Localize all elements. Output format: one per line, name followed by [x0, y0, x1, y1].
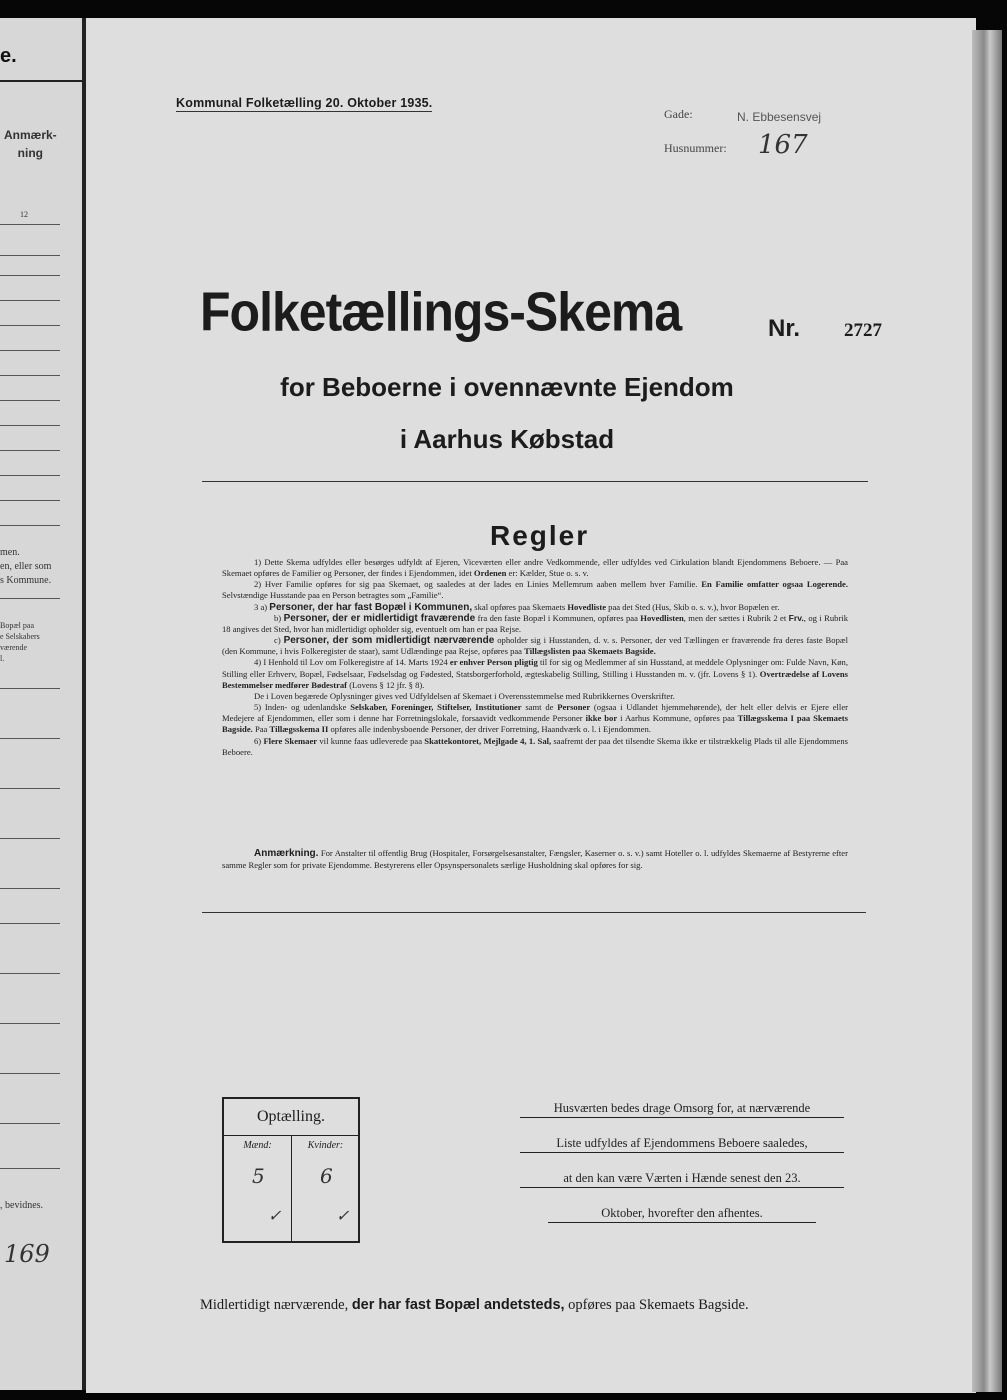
count-box-title: Optælling.	[224, 1099, 358, 1136]
left-snippet-4: Bopæl paa	[0, 621, 34, 630]
left-snippet-1: men.	[0, 547, 20, 558]
page-edge	[972, 30, 1002, 1392]
notice-line-4: Oktober, hvorefter den afhentes.	[548, 1206, 816, 1223]
census-header: Kommunal Folketælling 20. Oktober 1935.	[176, 96, 433, 110]
women-column	[291, 1136, 359, 1241]
count-box	[222, 1097, 360, 1243]
left-snippet-6: værende	[0, 643, 28, 652]
men-value: 5	[252, 1164, 265, 1188]
house-number-label: Husnummer:	[664, 141, 727, 155]
divider-top	[202, 481, 868, 482]
form-title: Folketællings-Skema	[200, 281, 682, 343]
footer-note: Midlertidigt nærværende, der har fast Bopæl andetsteds, opføres paa Skemaets Bagside.	[200, 1297, 749, 1313]
left-column-title: Anmærk- ning	[4, 128, 57, 160]
women-value: 6	[320, 1164, 333, 1188]
form-subtitle-2: i Aarhus Købstad	[399, 424, 615, 454]
notice-line-2: Liste udfyldes af Ejendommens Beboere saaledes,	[520, 1136, 844, 1153]
street-value: N. Ebbesensvej	[737, 110, 822, 124]
rule-1: 1) Dette Skema udfyldes eller besørges udfyldt af Ejeren, Viceværten eller andre Vedkommende, eller udfyldes ved Cirkulation blandt Ejendommens Beboere. — Paa Skemaet opføres de Familier og Personer, der findes i Ejendommen, idet Ordenen er: Kælder, Stue o. s. v.	[222, 557, 848, 579]
left-snippet-8: , bevidnes.	[0, 1200, 44, 1211]
divider-bottom	[202, 912, 866, 913]
rule-4-note: De i Loven begærede Oplysninger gives ved Udfyldelsen af Skemaet i Overensstemmelse med Rubrikkernes Overskrifter.	[254, 690, 675, 701]
men-label: Mænd:	[243, 1140, 272, 1151]
rule-4: 4) I Henhold til Lov om Folkeregistre af 14. Marts 1924 er enhver Person pligtig til for sig og Medlemmer af sin Husstand, at meddele Oplysninger om: Fulde Navn, Køn, Stilling eller Erhverv, Bopæl, Fødselsaar, Fødselsdag og Fødested, Statsborgerforhold, ægteskabelig Stilling, Stilling i Husstanden m. v. (jfr. Lovens § 1). Overtrædelse af Lovens Bestemmelser medfører Bødestraf (Lovens § 12 jfr. § 8).	[222, 657, 848, 690]
remark-paragraph	[222, 848, 848, 871]
left-column-number: 12	[20, 210, 28, 219]
left-snippet-3: s Kommune.	[0, 575, 52, 586]
men-check-mark: ✓	[268, 1206, 282, 1225]
rules-heading: Regler	[490, 520, 590, 551]
rule-3b: b) Personer, der er midlertidigt fraværende fra den faste Bopæl i Kommunen, opføres paa Hovedlisten, men der sættes i Rubrik 2 et Frv., og i Rubrik 18 angives det Sted, hvor han midlertidigt opholder sig, eventuelt om han er paa Rejse.	[222, 612, 849, 634]
rule-5: 5) Inden- og udenlandske Selskaber, Foreninger, Stiftelser, Institutioner samt de Personer (ogsaa i Udlandet hjemmehørende), der helt eller delvis er Ejere eller Medejere af Ejendommen, eller som i denne har Forretningslokale, forsaavidt vedkommende Personer ikke bor i Aarhus Kommune, opføres paa Tillægsskema I paa Skemaets Bagside. Paa Tillægsskema II opføres alle indenbysboende Personer, der driver Forretning, Haandværk o. l. i Ejendommen.	[222, 702, 849, 735]
form-subtitle-1: for Beboerne i ovennævnte Ejendom	[280, 372, 734, 402]
left-snippet-7: l.	[0, 654, 5, 663]
left-snippet-2: en, eller som	[0, 561, 52, 572]
women-check-mark: ✓	[336, 1206, 350, 1225]
form-number-value: 2727	[844, 320, 882, 341]
rule-2: 2) Hver Familie opføres for sig paa Skemaet, og saaledes at der lades en Linies Mellemrum aaben mellem hver Familie. En Familie omfatter ogsaa Logerende. Selvstændige Husstande paa en Person betragtes som „Familie“.	[222, 579, 848, 601]
notice-line-3: at den kan være Værten i Hænde senest den 23.	[520, 1171, 844, 1188]
left-handwritten-number: 169	[4, 1240, 50, 1268]
rule-3c: c) Personer, der som midlertidigt nærværende opholder sig i Husstanden, d. v. s. Personer, der ved Tællingen er fraværende fra deres faste Bopæl (den Kommune, i hvis Folkeregister de staar), samt Udlændinge paa Rejse, opføres paa Tillægslisten paa Skemaets Bagside.	[222, 635, 848, 657]
left-heading-fragment: e.	[0, 45, 17, 67]
rule-3a: 3 a) Personer, der har fast Bopæl i Kommunen, skal opføres paa Skemaets Hovedliste paa det Sted (Hus, Skib o. s. v.), hvor Bopælen er.	[254, 601, 780, 613]
form-number-label: Nr.	[768, 315, 801, 342]
left-snippet-5: e Selskabers	[0, 632, 40, 641]
street-label: Gade:	[664, 107, 693, 121]
notice-line-1: Husværten bedes drage Omsorg for, at nærværende	[520, 1101, 844, 1118]
house-number-value: 167	[758, 130, 808, 160]
remark-label: Anmærkning.	[254, 848, 319, 859]
women-label: Kvinder:	[307, 1140, 344, 1151]
men-column	[224, 1136, 291, 1241]
rule-6: 6) Flere Skemaer vil kunne faas udleverede paa Skattekontoret, Mejlgade 4, 1. Sal, saafremt der paa det tilsendte Skema ikke er tilstrækkelig Plads til alle Ejendommens Beboere.	[222, 735, 849, 757]
rules-body	[222, 557, 848, 758]
remark-text: For Anstalter til offentlig Brug (Hospitaler, Forsørgelsesanstalter, Fængsler, Kaserner o. s. v.) samt Hoteller o. l. udfyldes Skemaerne af Bestyrerne efter samme Regler som for private Ejendomme. Bestyrerens eller Opsynspersonalets særlige Husholdning skal opføres for sig.	[222, 848, 848, 870]
left-page-fragment	[0, 18, 86, 1390]
